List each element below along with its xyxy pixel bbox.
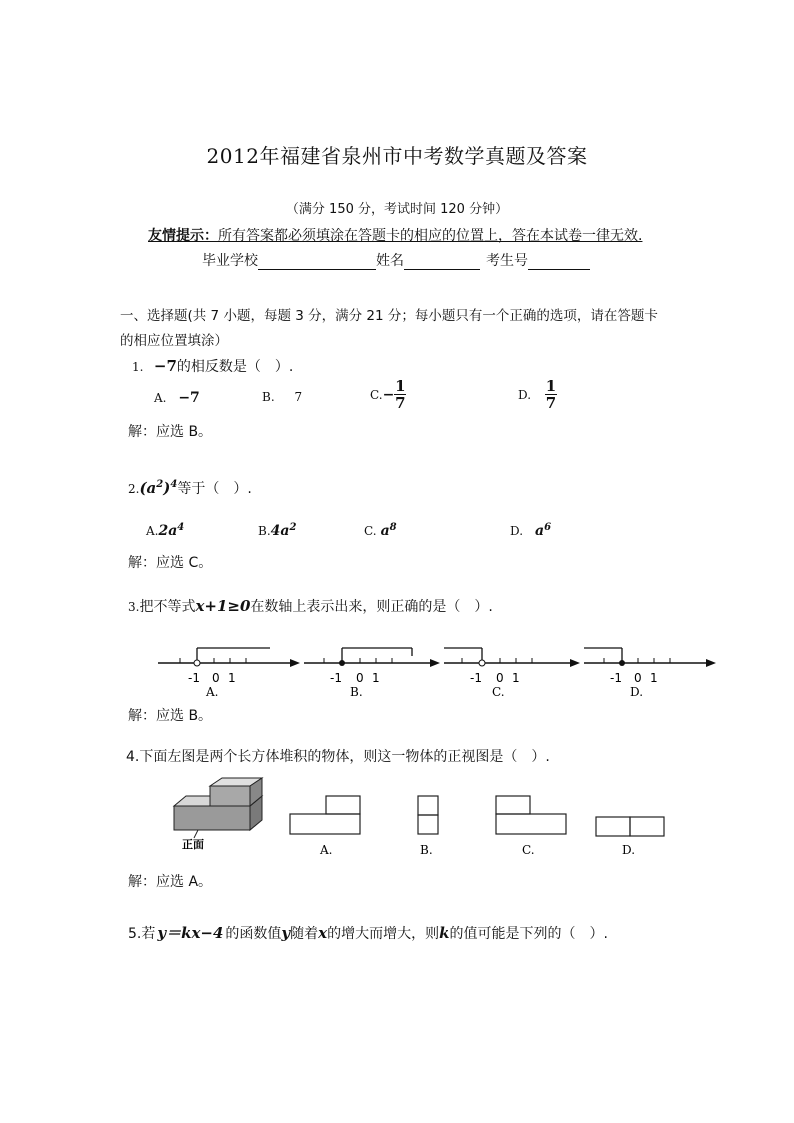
q1-option-b: B. 7 bbox=[262, 390, 303, 404]
q2-answer: 解：应选 C。 bbox=[128, 555, 213, 571]
q1-option-c-fraction: $\frac{1}{7}$ bbox=[395, 377, 406, 412]
tip-line bbox=[148, 225, 642, 245]
q3-b-tick-0: 0 bbox=[356, 671, 364, 685]
q3-c-label: C. bbox=[492, 685, 505, 699]
q1-option-d-fraction: $\frac{1}{7}$ bbox=[545, 377, 557, 412]
q1-option-d: D. $\frac{1}{7}$ bbox=[518, 377, 557, 412]
q4-figures bbox=[168, 776, 678, 860]
page-title: 2012年福建省泉州市中考数学真题及答案 bbox=[206, 144, 588, 168]
q2-option-d: D. $a^6$ bbox=[510, 522, 552, 539]
student-fields bbox=[202, 250, 590, 270]
school-blank[interactable] bbox=[258, 255, 376, 270]
tip-label: 友情提示： bbox=[148, 228, 218, 244]
school-label: 毕业学校 bbox=[202, 253, 258, 269]
q3-option-a-numberline bbox=[158, 648, 300, 699]
q4-stem: 4.下面左图是两个长方体堆积的物体，则这一物体的正视图是（ ）. bbox=[126, 749, 550, 765]
q2-number: 2. bbox=[128, 482, 140, 496]
q3-inequality: x+1≥0 bbox=[195, 597, 251, 615]
q3-a-tick-1: 1 bbox=[228, 671, 236, 685]
q3-d-tick-1: 1 bbox=[650, 671, 658, 685]
q4-option-b-label: B. bbox=[420, 843, 433, 857]
q3-option-c-numberline bbox=[444, 648, 580, 699]
q1-answer: 解：应选 B。 bbox=[128, 424, 213, 440]
q3-d-label: D. bbox=[630, 685, 644, 699]
q5-stem: 5.若 y＝kx−4 的函数值y随着x的增大而增大，则k的值可能是下列的（ ）. bbox=[128, 924, 608, 942]
q4-option-d-figure bbox=[596, 817, 664, 857]
q3-stem: 3.把不等式x+1≥0在数轴上表示出来，则正确的是（ ）. bbox=[128, 597, 493, 615]
q3-option-d-numberline bbox=[584, 648, 716, 699]
q3-a-label: A. bbox=[206, 685, 219, 699]
id-blank[interactable] bbox=[528, 255, 590, 270]
section-heading-line2: 的相应位置填涂） bbox=[120, 333, 228, 349]
q3-c-tick-0: 0 bbox=[496, 671, 504, 685]
q4-front-label: 正面 bbox=[182, 838, 204, 851]
q3-number-lines bbox=[150, 636, 720, 700]
q4-option-a-label: A. bbox=[320, 843, 333, 857]
q4-stacked-boxes-figure bbox=[174, 778, 262, 851]
name-label: 姓名 bbox=[376, 253, 404, 269]
q1-expression: −7 bbox=[153, 357, 177, 375]
q4-option-c-figure bbox=[496, 796, 566, 857]
q3-b-tick-1: 1 bbox=[372, 671, 380, 685]
q4-option-b-figure bbox=[418, 796, 438, 857]
q1-number: 1. bbox=[132, 360, 144, 374]
q1-text: 的相反数是（ ）. bbox=[176, 359, 294, 375]
q3-d-tick-0: 0 bbox=[634, 671, 642, 685]
name-blank[interactable] bbox=[404, 255, 480, 270]
q4-option-d-label: D. bbox=[622, 843, 636, 857]
q4-answer: 解：应选 A。 bbox=[128, 874, 213, 890]
q2-option-a: $A.2a^4$ bbox=[146, 522, 185, 539]
q3-a-tick-0: 0 bbox=[212, 671, 220, 685]
q1-option-a: A. −7 bbox=[154, 390, 200, 406]
q3-option-b-numberline bbox=[304, 648, 440, 699]
q2-expression: $(a^2)^4$ bbox=[139, 479, 178, 497]
tip-text: 所有答案都必须填涂在答题卡的相应的位置上，答在本试卷一律无效. bbox=[218, 228, 643, 244]
q5-function: y＝kx−4 bbox=[157, 924, 224, 942]
exam-info: （满分 150 分，考试时间 120 分钟） bbox=[285, 202, 509, 217]
q4-option-c-label: C. bbox=[522, 843, 535, 857]
q3-b-label: B. bbox=[350, 685, 363, 699]
q4-option-a-figure bbox=[290, 796, 360, 857]
q3-c-tick-1: 1 bbox=[512, 671, 520, 685]
q2-option-c: C. $a^8$ bbox=[364, 522, 397, 539]
q1-stem bbox=[132, 356, 293, 376]
q3-answer: 解：应选 B。 bbox=[128, 708, 213, 724]
q3-a-tick-neg1: -1 bbox=[188, 671, 200, 685]
q2-option-b: $B.4a^2$ bbox=[258, 522, 297, 539]
q3-d-tick-neg1: -1 bbox=[610, 671, 622, 685]
section-heading-line1: 一、选择题(共 7 小题，每题 3 分，满分 21 分；每小题只有一个正确的选项，请在答题卡 bbox=[120, 308, 658, 324]
q3-b-tick-neg1: -1 bbox=[330, 671, 342, 685]
q3-c-tick-neg1: -1 bbox=[470, 671, 482, 685]
id-label: 考生号 bbox=[486, 253, 528, 269]
q1-option-c: C. − $\frac{1}{7}$ bbox=[370, 377, 406, 412]
q2-stem bbox=[128, 478, 252, 498]
q2-text: 等于（ ）. bbox=[177, 481, 252, 497]
